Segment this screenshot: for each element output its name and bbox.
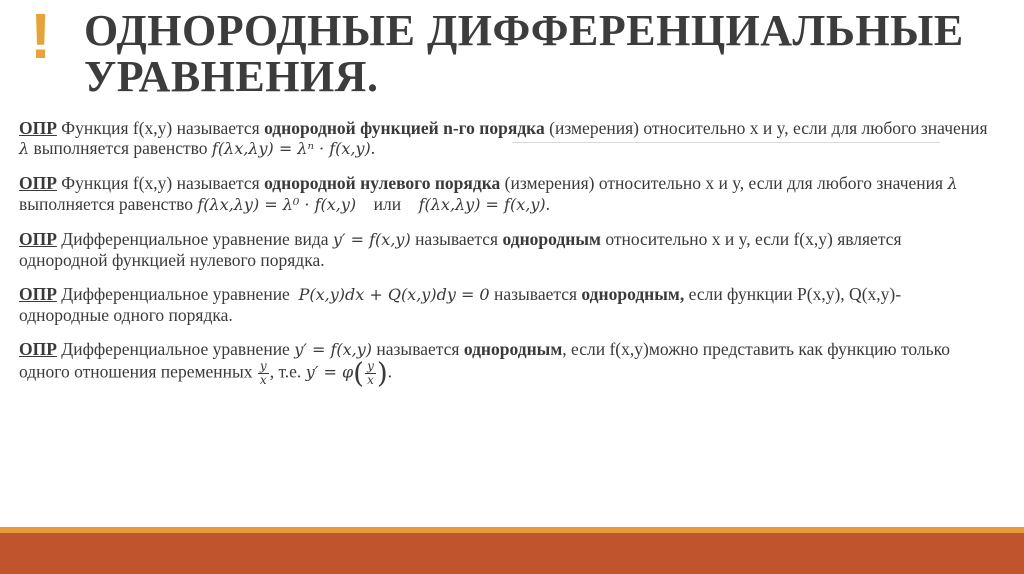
formula: y′ = φ [305,362,354,382]
text: выполняется равенство [19,194,198,214]
definition-2 [19,173,994,215]
term: однородной нулевого порядка [264,173,501,193]
text: относительно x и y, если f(x,y) является однородной функцией нулевого порядка. [19,229,902,270]
text: называется [489,284,582,304]
formula: y′ = f(x,y) [294,340,373,359]
definition-label: ОПР [19,173,57,193]
formula: f(λx,λy) = λ⁰ · f(x,y) [197,195,357,214]
formula: λ [947,174,958,193]
text: Дифференциальное уравнение [56,339,295,359]
text: если функции P(x,y), Q(x,y)- однородные одного порядка. [19,284,902,325]
open-paren: ( [353,356,365,390]
slide-title: ОДНОРОДНЫЕ ДИФФЕРЕНЦИАЛЬНЫЕ УРАВНЕНИЯ. [84,6,964,101]
definition-label: ОПР [19,118,57,138]
formula: f(λx,λy) = f(x,y) [418,195,546,214]
definition-label: ОПР [19,339,57,359]
fraction-denominator: x [367,373,374,387]
fraction-denominator: x [259,373,267,387]
text: , если f(x,y)можно представить как функцию только одного отношения переменных [19,339,950,382]
text: называется [372,339,464,359]
text: или [356,194,419,214]
slide-content [19,118,994,401]
text: Дифференциальное уравнение [56,284,299,304]
text: , т.е. [269,361,306,382]
text: . [545,194,550,214]
text: Функция f(x,y) называется [56,173,265,193]
text: (измерения) относительно x и y, если для любого значения [544,118,988,138]
fraction-numerator: y [367,359,374,373]
definition-label: ОПР [19,284,57,304]
term: однородной функцией n-го порядка [264,118,545,138]
formula: y′ = f(x,y) [332,230,411,249]
definition-label: ОПР [19,229,57,249]
definition-1 [19,118,994,159]
text: называется [410,229,503,249]
formula: P(x,y)dx + Q(x,y)dy = 0 [298,285,490,304]
text: (измерения) относительно x и y, если для любого значения [500,173,948,193]
text: Дифференциальное уравнение вида [56,229,333,249]
formula: f(λx,λy) = λⁿ · f(x,y) [211,139,371,158]
footer-bar [0,533,1024,574]
text: выполняется равенство [29,138,212,158]
term: однородным [463,339,563,359]
definition-4 [19,284,994,325]
formula: λ [19,139,30,158]
fraction-numerator: y [259,359,267,373]
text: . [387,361,393,382]
fraction-y-over-x [365,360,376,387]
fraction-y-over-x [258,360,269,387]
definition-5 [19,339,994,390]
exclamation-accent: ! [30,0,52,72]
text: Функция f(x,y) называется [56,118,265,138]
text: . [370,138,376,158]
close-paren: ) [376,356,388,390]
term: однородным, [581,284,685,304]
term: однородным [502,229,601,249]
definition-3 [19,229,994,270]
